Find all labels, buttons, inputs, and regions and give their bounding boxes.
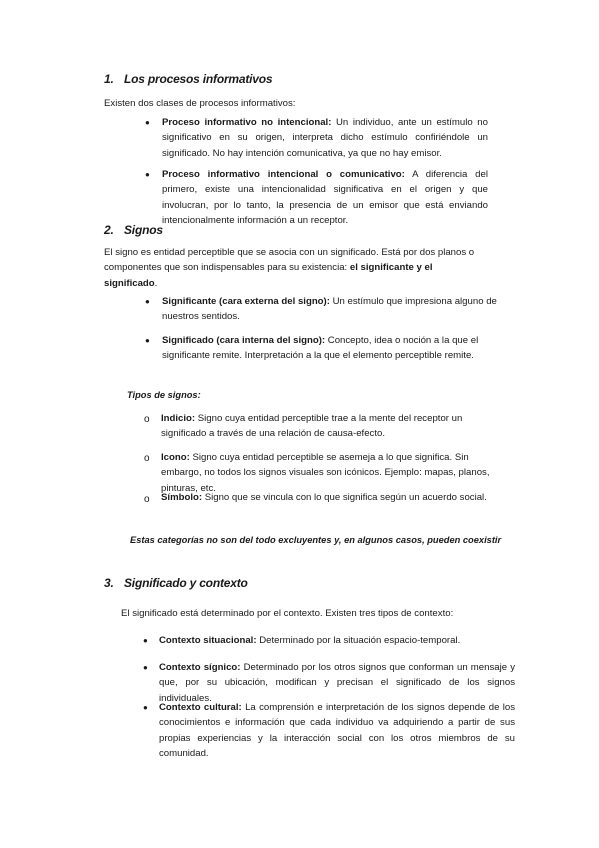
section-2-intro-end: . [154,277,158,289]
bullet-icon: ● [143,636,148,645]
section-2-title: Signos [124,223,163,237]
section-1-bullet-1 [162,115,488,161]
bullet-text: La comprensión e interpretación de los signos depende de los conocimientos e información que cada individuo va adquiriendo a partir de sus propias experiencias y la interacción social con los otros miembros de su comunidad. [159,702,515,760]
section-3-title: Significado y contexto [124,576,248,590]
bullet-icon: ● [145,297,150,306]
section-1-bullet-2 [162,167,488,229]
bullet-term: Significado (cara interna del signo): [162,335,326,346]
sign-type-simbolo [161,490,511,505]
type-text: Signo cuya entidad perceptible se asemeja a lo que significa. Sin embargo, no todos los signos visuales son icónicos. Ejemplo: mapas, planos, pinturas, etc. [161,452,490,494]
signs-types-subheading: Tipos de signos: [127,390,201,400]
section-3-heading [104,576,248,591]
circle-bullet-icon: o [144,494,150,505]
bullet-icon: ● [143,703,148,712]
bullet-icon: ● [143,663,148,672]
section-2-heading [104,223,163,238]
type-term: Icono: [161,452,190,463]
section-2-bullet-2 [162,333,507,364]
section-3-intro: El significado está determinado por el contexto. Existen tres tipos de contexto: [121,608,454,619]
bullet-term: Proceso informativo intencional o comunicativo: [162,169,405,180]
type-term: Indicio: [161,413,196,424]
section-2-intro-text: El signo es entidad perceptible que se asocia con un significado. Está por dos planos o componentes que son indispensables para su existencia: [104,247,475,274]
section-2-intro [104,245,484,291]
bullet-term: Proceso informativo no intencional: [162,117,332,128]
type-term: Símbolo: [161,492,203,503]
bullet-icon: ● [145,336,150,345]
bullet-text: A diferencia del primero, existe una intencionalidad significativa en el origen y que involucran, por lo tanto, la presencia de un emisor que está enviando intencionalmente información a un receptor. [162,169,488,227]
section-2-number: 2. [104,223,114,237]
section-2-bullet-1 [162,294,507,325]
signs-categories-note: Estas categorías no son del todo excluyentes y, en algunos casos, pueden coexistir [130,535,502,545]
bullet-term: Contexto situacional: [159,635,257,646]
section-1-number: 1. [104,72,114,86]
bullet-icon: ● [145,118,150,127]
bullet-text: Concepto, idea o noción a la que el significante remite. Interpretación a la que el elemento perceptible remite. [162,335,479,362]
section-1-heading [104,72,272,87]
section-3-bullet-3 [159,700,515,762]
section-1-title: Los procesos informativos [124,72,273,86]
bullet-text: Determinado por la situación espacio-temporal. [256,635,461,646]
section-3-bullet-1 [159,633,519,648]
section-2-intro-bold: el significante y el significado [104,262,433,289]
circle-bullet-icon: o [144,414,150,425]
bullet-term: Contexto cultural: [159,702,242,713]
bullet-text: Determinado por los otros signos que conforman un mensaje y que, por su ubicación, modifican y precisan el significado de los signos individuales. [159,662,515,704]
bullet-term: Significante (cara externa del signo): [162,296,330,307]
type-text: Signo cuya entidad perceptible trae a la mente del receptor un significado a través de una relación de causa-efecto. [161,413,463,440]
bullet-text: Un individuo, ante un estímulo no significativo en su origen, interpreta dicho estímulo confiriéndole un significado. No hay intención comunicativa, ya que no hay emisor. [162,117,488,159]
type-text: Signo que se vincula con lo que significa según un acuerdo social. [202,492,487,503]
section-1-intro: Existen dos clases de procesos informativos: [104,98,296,109]
bullet-term: Contexto sígnico: [159,662,241,673]
sign-type-indicio [161,411,481,442]
bullet-text: Un estímulo que impresiona alguno de nuestros sentidos. [162,296,497,323]
circle-bullet-icon: o [144,453,150,464]
bullet-icon: ● [145,170,150,179]
section-3-number: 3. [104,576,114,590]
